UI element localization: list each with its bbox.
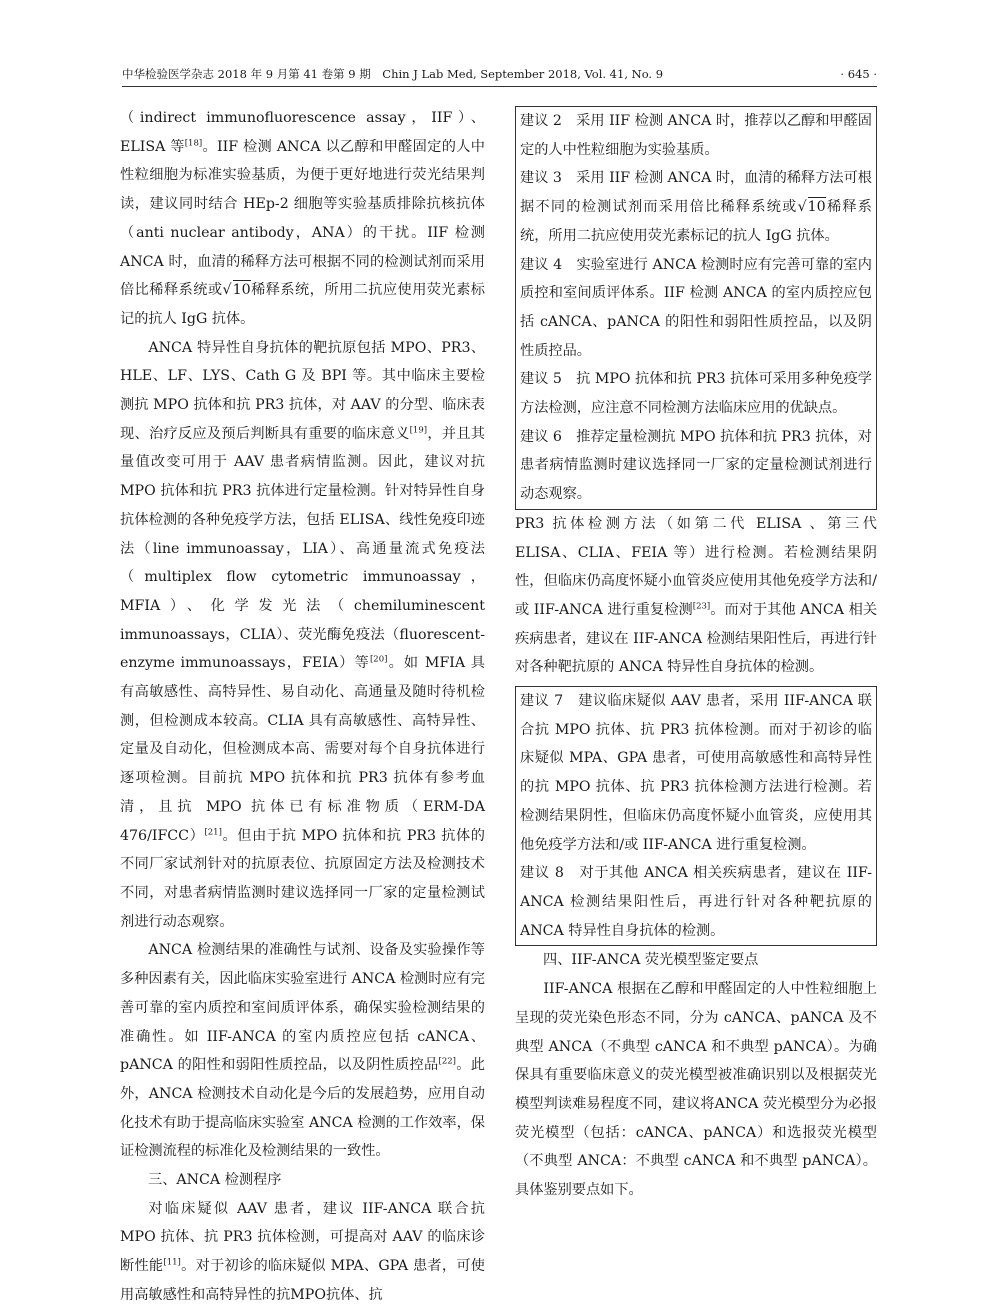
text-run: 建议 3 采用 IIF 检测 ANCA 时，血清的稀释方法可根据不同的检测试剂而采用倍比稀释系统或 — [520, 170, 872, 216]
paragraph-pr3-methods — [515, 510, 877, 682]
reference-11: [11] — [163, 1257, 181, 1268]
sqrt-value: 10 — [807, 199, 826, 216]
right-column — [515, 106, 877, 1205]
text-run: ANCA 检测结果的准确性与试剂、设备及实验操作等多种因素有关，因此临床实验室进行 ANCA 检测时应有完善可靠的室内质控和室间质评体系，确保实验检测结果的准确性。如 IIF-ANCA 的室内质控应包括 cANCA、pANCA 的阳性和弱阳性质控品，以及阴性质控品 — [120, 942, 485, 1074]
recommendation-4: 建议 4 实验室进行 ANCA 检测时应有完善可靠的室内质控和室间质评体系。IIF 检测 ANCA 的室内质控应包括 cANCA、pANCA 的阳性和弱阳性质控品，以及阴性质控品。 — [520, 256, 872, 359]
reference-20: [20] — [369, 654, 388, 665]
recommendation-7: 建议 7 建议临床疑似 AAV 患者，采用 IIF-ANCA 联合抗 MPO 抗体、抗 PR3 抗体检测。而对于初诊的临床疑似 MPA、GPA 患者，可使用高敏感性和高特异性的抗 MPO 抗体、抗 PR3 抗体检测方法进行检测。若检测结果阴性，但临床仍高度怀疑小血管炎，应使用其他免疫学方法和/或 IIF-ANCA 进行重复检测。 — [520, 693, 872, 853]
section-heading-3: 三、ANCA 检测程序 — [148, 1172, 282, 1189]
paragraph-fluorescence-patterns: IIF-ANCA 根据在乙醇和甲醛固定的人中性粒细胞上呈现的荧光染色形态不同，分为 cANCA、pANCA 及不典型 ANCA（不典型 cANCA 和不典型 pANCA）。为确保具有重要临床意义的荧光模型被准确识别以及根据荧光模型判读难易程度不同，建议将ANCA 荧光模型分为必报荧光模型（包括：cANCA、pANCA）和选报荧光模型（不典型 ANCA：不典型 cANCA 和不典型 pANCA）。具体鉴别要点如下。 — [515, 981, 877, 1199]
recommendation-6: 建议 6 推荐定量检测抗 MPO 抗体和抗 PR3 抗体，对患者病情监测时建议选择同一厂家的定量检测试剂进行动态观察。 — [520, 428, 872, 503]
reference-21: [21] — [204, 826, 222, 837]
reference-19: [19] — [409, 425, 428, 435]
text-run: 稀释系统，所用二抗应使用荧光素标记的抗人 IgG 抗体。 — [120, 282, 485, 327]
paragraph-quality-control — [120, 936, 485, 1166]
reference-23: [23] — [692, 601, 711, 612]
section-heading-4: 四、IIF-ANCA 荧光模型鉴定要点 — [543, 952, 759, 969]
recommendation-box-7-8 — [515, 686, 877, 946]
text-run: 。此外，ANCA 检测技术自动化是今后的发展趋势，应用自动化技术有助于提高临床实验室 ANCA 检测的工作效率，保证检测流程的标准化及检测结果的一致性。 — [120, 1057, 485, 1160]
recommendation-2: 建议 2 采用 IIF 检测 ANCA 时，推荐以乙醇和甲醛固定的人中性粒细胞为实验基质。 — [520, 113, 872, 158]
reference-18: [18] — [184, 137, 203, 148]
paragraph-iif-method: （indirect immunofluorescence assay，IIF）、ELISA 等[18]。IIF 检测 ANCA 以乙醇和甲醛固定的人中性粒细胞为标准实验基质，为便于更好地进行荧光结果判读，建议同时结合 HEp-2 细胞等实验基质排除抗核抗体（anti nuclear antibody，ANA）的干扰。IIF 检测 ANCA 时，血清的稀释方法可根据不同的检测试剂而采用倍比稀释系统或√10稀释系统，所用二抗应使用荧光素标记的抗人 IgG 抗体。 — [120, 110, 485, 327]
text-run: （indirect immunofluorescence assay，IIF）、ELISA 等 — [120, 110, 485, 155]
recommendation-3: 建议 3 采用 IIF 检测 ANCA 时，血清的稀释方法可根据不同的检测试剂而采用倍比稀释系统或√10稀释系统，所用二抗应使用荧光素标记的抗人 IgG 抗体。 — [520, 170, 872, 244]
recommendation-5: 建议 5 抗 MPO 抗体和抗 PR3 抗体可采用多种免疫学方法检测，应注意不同检测方法临床应用的优缺点。 — [520, 371, 872, 417]
left-column — [120, 104, 485, 1310]
text-run: ，并且其量值改变可用于 AAV 患者病情监测。因此，建议对抗 MPO 抗体和抗 PR3 抗体进行定量检测。针对特异性自身抗体检测的各种免疫学方法，包括 ELISA、线性免疫印迹法（line immunoassay，LIA）、高通量流式免疫法（multiplex flow cytometric immunoassay，MFIA）、化学发光法（chemiluminescent immunoassays，CLIA）、荧光酶免疫法（fluorescent-enzyme immunoassays，FEIA）等 — [120, 425, 485, 672]
text-run: ANCA 特异性自身抗体的靶抗原包括 MPO、PR3、HLE、LF、LYS、Cath G 及 BPI 等。其中临床主要检测抗 MPO 抗体和抗 PR3 抗体，对 AAV 的分型、临床表现、治疗反应及预后判断具有重要的临床意义 — [120, 339, 485, 442]
text-run: 对临床疑似 AAV 患者，建议 IIF-ANCA 联合抗 MPO 抗体、抗 PR3 抗体检测，可提高对 AAV 的临床诊断性能 — [120, 1200, 485, 1275]
text-run: 。但由于抗 MPO 抗体和抗 PR3 抗体的不同厂家试剂针对的抗原表位、抗原固定方法及检测技术不同，对患者病情监测时建议选择同一厂家的定量检测试剂进行动态观察。 — [120, 827, 485, 930]
text-run: 。IIF 检测 ANCA 以乙醇和甲醛固定的人中性粒细胞为标准实验基质，为便于更好地进行荧光结果判读，建议同时结合 HEp-2 细胞等实验基质排除抗核抗体（anti nuclear antibody，ANA）的干扰。IIF 检测 ANCA 时，血清的稀释方法可根据不同的检测试剂而采用倍比稀释系统或 — [120, 138, 485, 299]
journal-citation: 中华检验医学杂志 2018 年 9 月第 41 卷第 9 期 Chin J Lab Med, September 2018, Vol. 41, No. 9 — [122, 67, 664, 81]
text-run: 稀释系统，所用二抗应使用荧光素标记的抗人 IgG 抗体。 — [520, 199, 872, 244]
text-run: 。对于初诊的临床疑似 MPA、GPA 患者，可使用高敏感性和高特异性的抗MPO抗体、抗 — [120, 1258, 485, 1303]
text-run: 。而对于其他 ANCA 相关疾病患者，建议在 IIF-ANCA 检测结果阳性后，再进行针对各种靶抗原的 ANCA 特异性自身抗体的检测。 — [515, 601, 878, 676]
text-run: PR3 抗体检测方法（如第二代 ELISA 、第三代 ELISA、CLIA、FEIA 等）进行检测。若检测结果阴性，但临床仍高度怀疑小血管炎应使用其他免疫学方法和/或 IIF-ANCA 进行重复检测 — [515, 515, 877, 618]
running-header — [122, 64, 877, 87]
paragraph-target-antigens — [120, 334, 485, 937]
paragraph-detection-procedure — [120, 1195, 485, 1310]
reference-22: [22] — [438, 1056, 456, 1067]
page-number: · 645 · — [840, 67, 877, 81]
text-run: 。如 MFIA 具有高敏感性、高特异性、易自动化、高通量及随时待机检测，但检测成本较高。CLIA 具有高敏感性、高特异性、定量及自动化，但检测成本高、需要对每个自身抗体进行逐项检测。目前抗 MPO 抗体和抗 PR3 抗体有参考血清，且抗 MPO 抗体已有标准物质（ERM-DA 476/IFCC） — [120, 655, 485, 844]
recommendation-box-2-6 — [515, 106, 877, 510]
sqrt-value: 10 — [232, 282, 251, 299]
recommendation-8: 建议 8 对于其他 ANCA 相关疾病患者，建议在 IIF-ANCA 检测结果阳性后，再进行针对各种靶抗原的 ANCA 特异性自身抗体的检测。 — [520, 865, 872, 939]
